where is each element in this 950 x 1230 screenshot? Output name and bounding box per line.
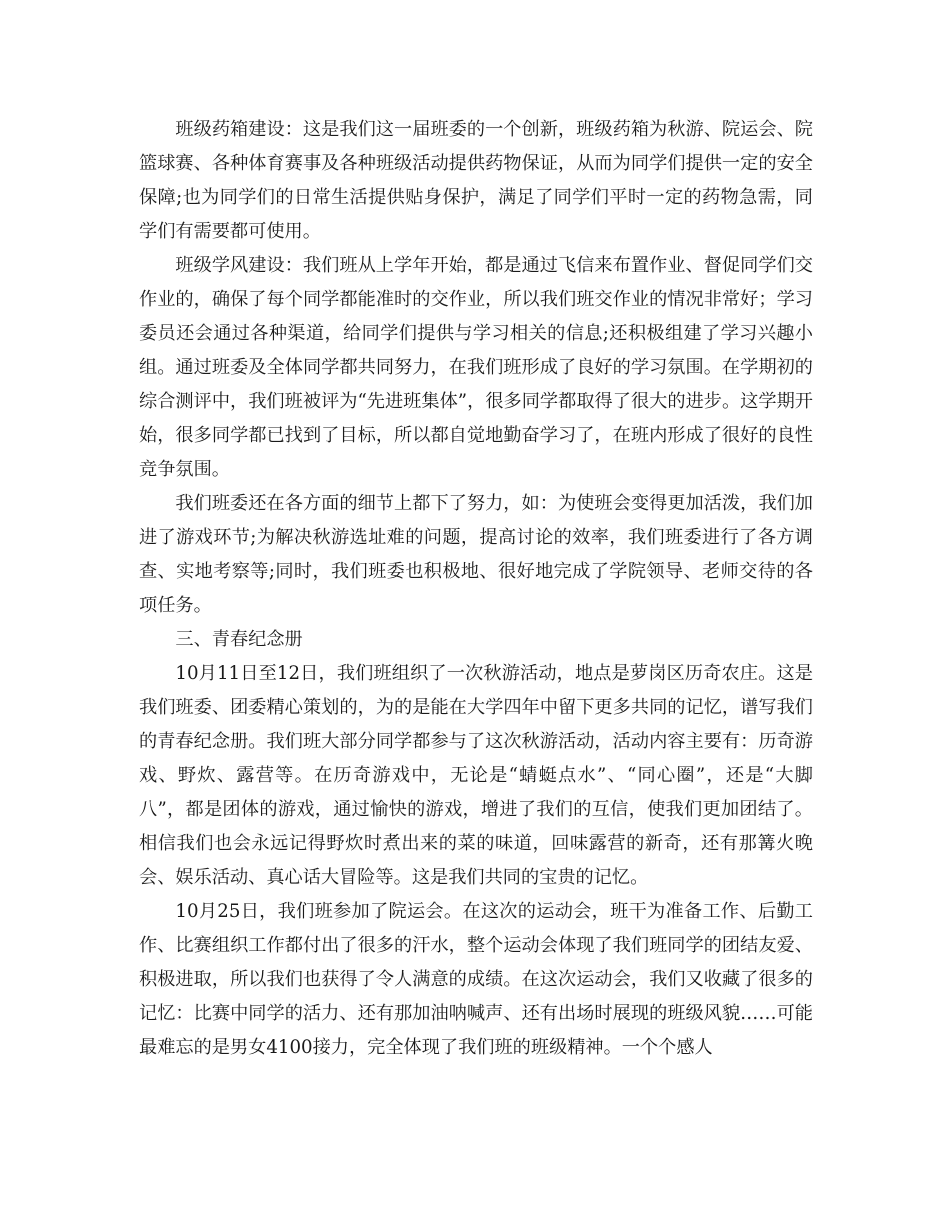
section-heading-youth-album: 三、青春纪念册: [175, 629, 303, 650]
paragraph-study-style: 班级学风建设：我们班从上学年开始，都是通过飞信来布置作业、督促同学们交作业的，确保了每个同学都能准时的交作业，所以我们班交作业的情况非常好；学习委员还会通过各种渠道，给同学们提供与学习相关的信息;还积极组建了学习兴趣小组。通过班委及全体同学都共同努力，在我们班形成了良好的学习氛围。在学期初的综合测评中，我们班被评为“先进班集体”，很多同学都取得了很大的进步。这学期开始，很多同学都已找到了目标，所以都自觉地勤奋学习了，在班内形成了很好的良性竞争氛围。: [139, 255, 813, 480]
paragraph-autumn-outing: 10月11日至12日，我们班组织了一次秋游活动，地点是萝岗区历奇农庄。这是我们班委、团委精心策划的，为的是能在大学四年中留下更多共同的记忆，谱写我们的青春纪念册。我们班大部分同学都参与了这次秋游活动，活动内容主要有：历奇游戏、野炊、露营等。在历奇游戏中，无论是“蜻蜓点水”、“同心圈”，还是“大脚八”，都是团体的游戏，通过愉快的游戏，增进了我们的互信，使我们更加团结了。相信我们也会永远记得野炊时煮出来的菜的味道，回味露营的新奇，还有那篝火晚会、娱乐活动、真心话大冒险等。这是我们共同的宝贵的记忆。: [139, 663, 813, 888]
document-body: [139, 113, 813, 1065]
paragraph-medicine-kit: 班级药箱建设：这是我们这一届班委的一个创新，班级药箱为秋游、院运会、院篮球赛、各种体育赛事及各种班级活动提供药物保证，从而为同学们提供一定的安全保障;也为同学们的日常生活提供贴身保护，满足了同学们平时一定的药物急需，同学们有需要都可使用。: [139, 119, 813, 242]
paragraph-sports-meet: 10月25日，我们班参加了院运会。在这次的运动会，班干为准备工作、后勤工作、比赛组织工作都付出了很多的汗水，整个运动会体现了我们班同学的团结友爱、积极进取，所以我们也获得了令人满意的成绩。在这次运动会，我们又收藏了很多的记忆：比赛中同学的活力、还有那加油呐喊声、还有出场时展现的班级风貌……可能最难忘的是男女4100接力，完全体现了我们班的班级精神。一个个感人: [139, 901, 813, 1058]
paragraph-committee-details: 我们班委还在各方面的细节上都下了努力，如：为使班会变得更加活泼，我们加进了游戏环节;为解决秋游选址难的问题，提高讨论的效率，我们班委进行了各方调查、实地考察等;同时，我们班委也积极地、很好地完成了学院领导、老师交待的各项任务。: [139, 493, 813, 616]
